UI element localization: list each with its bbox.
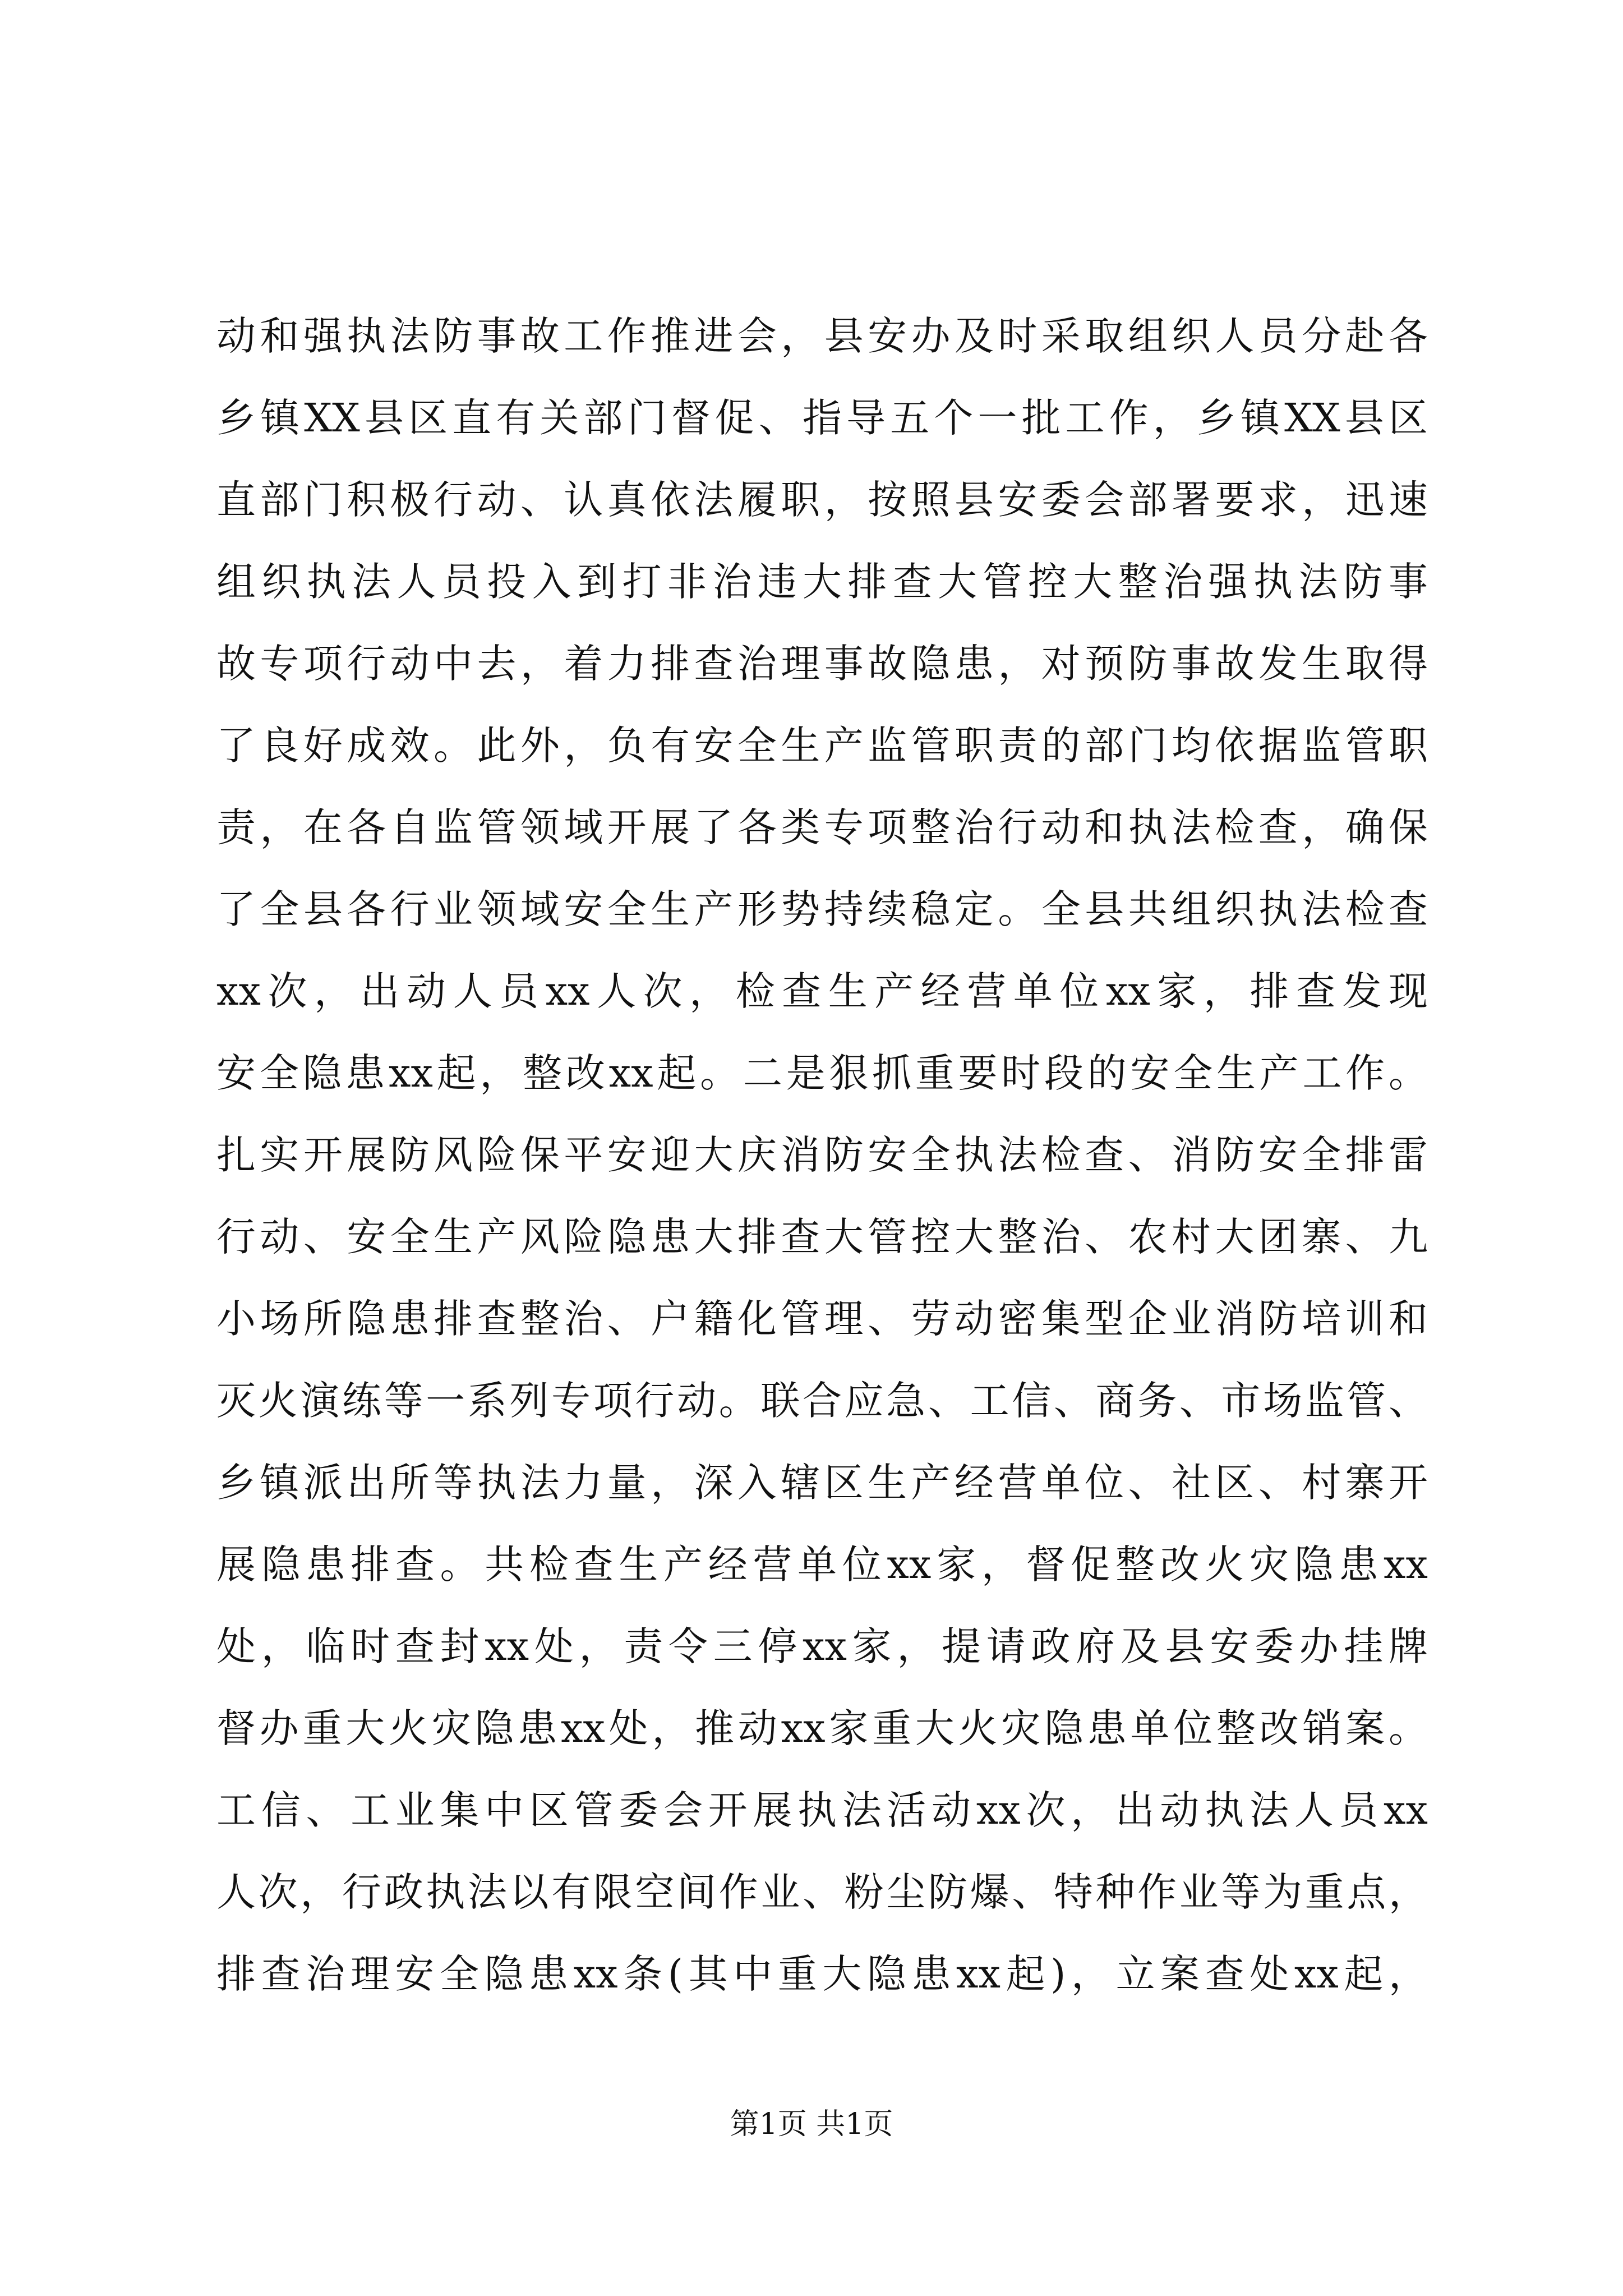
page-number-label: 第1页 共1页: [730, 2108, 893, 2141]
text-line: 直部门积极行动、认真依法履职，按照县安委会部署要求，迅速: [216, 477, 1428, 523]
text-line: 乡镇XX县区直有关部门督促、指导五个一批工作，乡镇XX县区: [216, 395, 1428, 441]
text-line: 安全隐患xx起，整改xx起。二是狠抓重要时段的安全生产工作。: [216, 1050, 1428, 1096]
text-line: 责，在各自监管领域开展了各类专项整治行动和执法检查，确保: [216, 804, 1428, 850]
text-line: 动和强执法防事故工作推进会，县安办及时采取组织人员分赴各: [216, 313, 1428, 359]
text-line: 展隐患排查。共检查生产经营单位xx家，督促整改火灾隐患xx: [216, 1542, 1428, 1588]
text-line: 了良好成效。此外，负有安全生产监管职责的部门均依据监管职: [216, 723, 1428, 769]
text-line: 工信、工业集中区管委会开展执法活动xx次，出动执法人员xx: [216, 1787, 1428, 1833]
text-line: 督办重大火灾隐患xx处，推动xx家重大火灾隐患单位整改销案。: [216, 1705, 1428, 1751]
text-line: 故专项行动中去，着力排查治理事故隐患，对预防事故发生取得: [216, 641, 1428, 687]
text-line: 组织执法人员投入到打非治违大排查大管控大整治强执法防事: [216, 559, 1428, 605]
document-body: [216, 295, 1428, 2015]
text-line: 了全县各行业领域安全生产形势持续稳定。全县共组织执法检查: [216, 886, 1428, 932]
text-line: 小场所隐患排查整治、户籍化管理、劳动密集型企业消防培训和: [216, 1296, 1428, 1342]
text-line: 乡镇派出所等执法力量，深入辖区生产经营单位、社区、村寨开: [216, 1460, 1428, 1506]
text-line: 人次，行政执法以有限空间作业、粉尘防爆、特种作业等为重点，: [216, 1869, 1428, 1915]
text-line: 排查治理安全隐患xx条(其中重大隐患xx起)，立案查处xx起，: [216, 1951, 1428, 1997]
text-line: 行动、安全生产风险隐患大排查大管控大整治、农村大团寨、九: [216, 1214, 1428, 1260]
page-footer: [0, 2105, 1623, 2144]
text-line: 灭火演练等一系列专项行动。联合应急、工信、商务、市场监管、: [216, 1378, 1428, 1424]
text-line: 处，临时查封xx处，责令三停xx家，提请政府及县安委办挂牌: [216, 1623, 1428, 1669]
text-line: 扎实开展防风险保平安迎大庆消防安全执法检查、消防安全排雷: [216, 1132, 1428, 1178]
text-line: xx次，出动人员xx人次，检查生产经营单位xx家，排查发现: [216, 968, 1428, 1014]
